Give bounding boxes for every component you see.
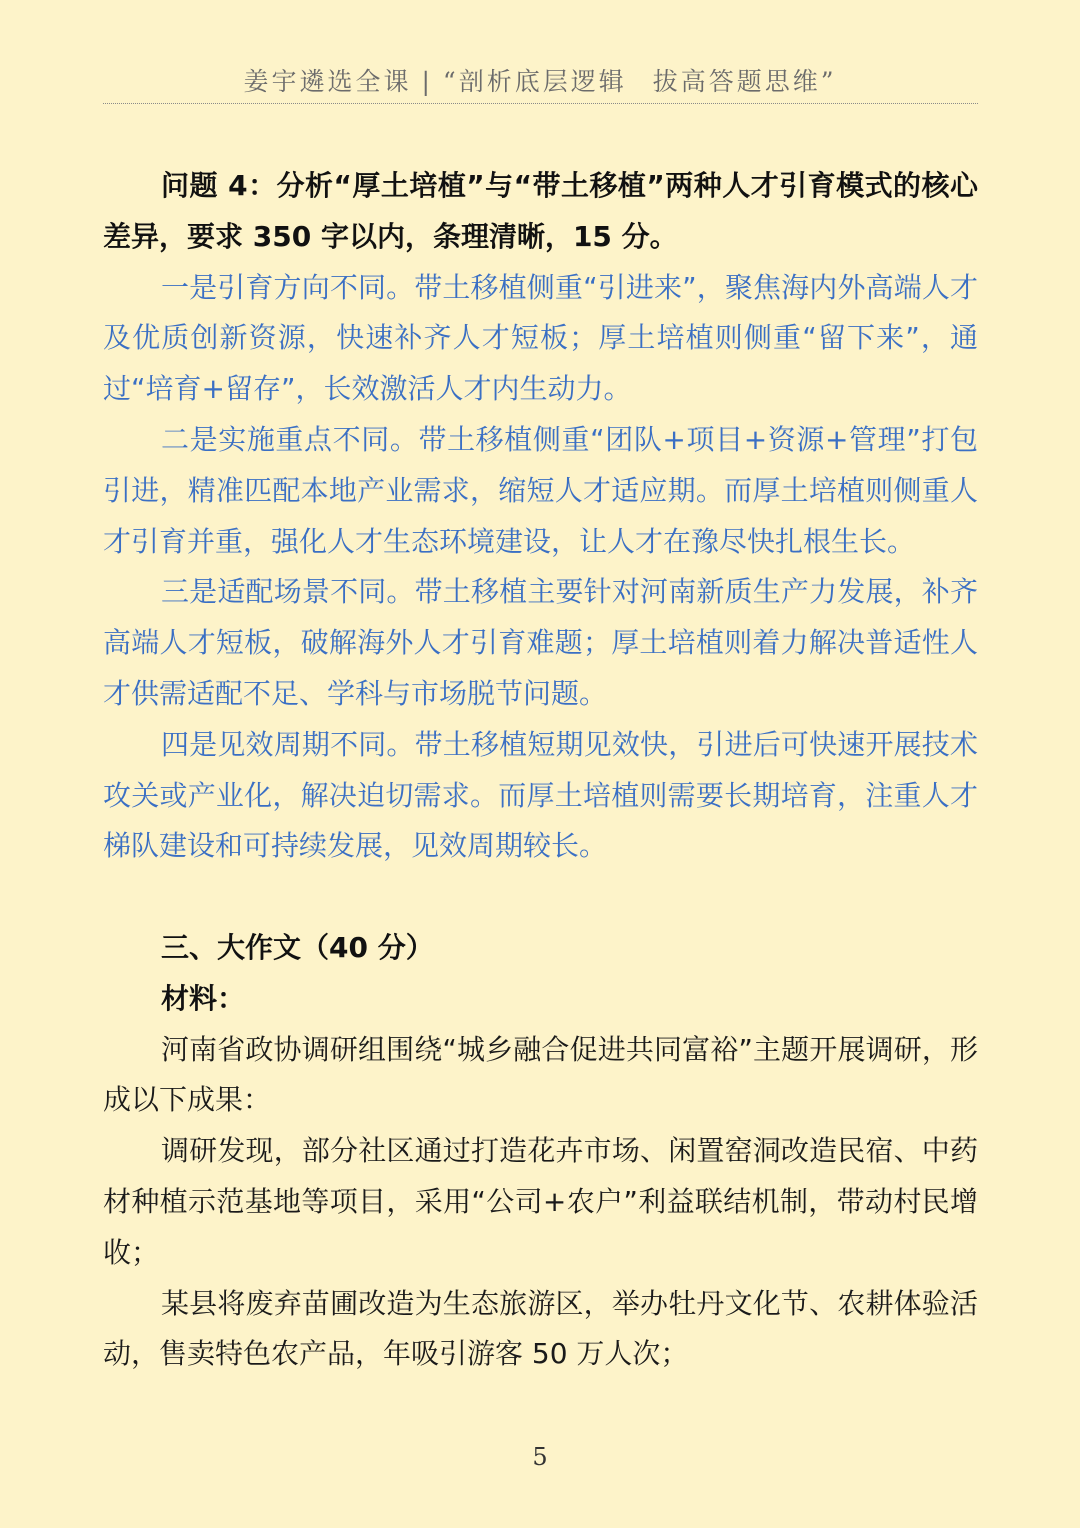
question-text: 问题 4：分析“厚土培植”与“带土移植”两种人才引育模式的核心差异，要求 350 字以内，条理清晰，15 分。 bbox=[103, 169, 978, 253]
header-slogan-part1: “剖析底层逻辑 bbox=[442, 67, 627, 96]
header-course-title: 姜宇遴选全课 bbox=[243, 67, 412, 96]
header-slogan-part2: 拔高答题思维” bbox=[652, 67, 837, 96]
material-paragraph: 调研发现，部分社区通过打造花卉市场、闲置窑洞改造民宿、中药材种植示范基地等项目，采用“公司+农户”利益联结机制，带动村民增收； bbox=[103, 1134, 978, 1269]
answer-paragraph: 一是引育方向不同。带土移植侧重“引进来”，聚焦海内外高端人才及优质创新资源，快速补齐人才短板；厚土培植则侧重“留下来”，通过“培育+留存”，长效激活人才内生动力。 bbox=[103, 270, 978, 406]
material-paragraph: 某县将废弃苗圃改造为生态旅游区，举办牡丹文化节、农耕体验活动，售卖特色农产品，年吸引游客 50 万人次； bbox=[103, 1286, 978, 1371]
answer-paragraph: 三是适配场景不同。带土移植主要针对河南新质生产力发展，补齐高端人才短板，破解海外人才引育难题；厚土培植则着力解决普适性人才供需适配不足、学科与市场脱节问题。 bbox=[103, 575, 978, 710]
spacer bbox=[103, 872, 978, 923]
section-title: 三、大作文（40 分） bbox=[161, 930, 434, 964]
material-label: 材料： bbox=[161, 981, 246, 1015]
page-content bbox=[103, 161, 978, 1380]
header-divider bbox=[103, 103, 978, 104]
answer-paragraph: 四是见效周期不同。带土移植短期见效快，引进后可快速开展技术攻关或产业化，解决迫切需求。而厚土培植则需要长期培育，注重人才梯队建设和可持续发展，见效周期较长。 bbox=[103, 727, 978, 863]
answer-paragraph: 二是实施重点不同。带土移植侧重“团队+项目+资源+管理”打包引进，精准匹配本地产业需求，缩短人才适应期。而厚土培植则侧重人才引育并重，强化人才生态环境建设，让人才在豫尽快扎根生长。 bbox=[103, 422, 978, 558]
page-number: 5 bbox=[532, 1443, 548, 1471]
header-separator: | bbox=[421, 67, 433, 96]
page-header bbox=[0, 62, 1080, 98]
material-paragraph: 河南省政协调研组围绕“城乡融合促进共同富裕”主题开展调研，形成以下成果： bbox=[103, 1032, 978, 1117]
